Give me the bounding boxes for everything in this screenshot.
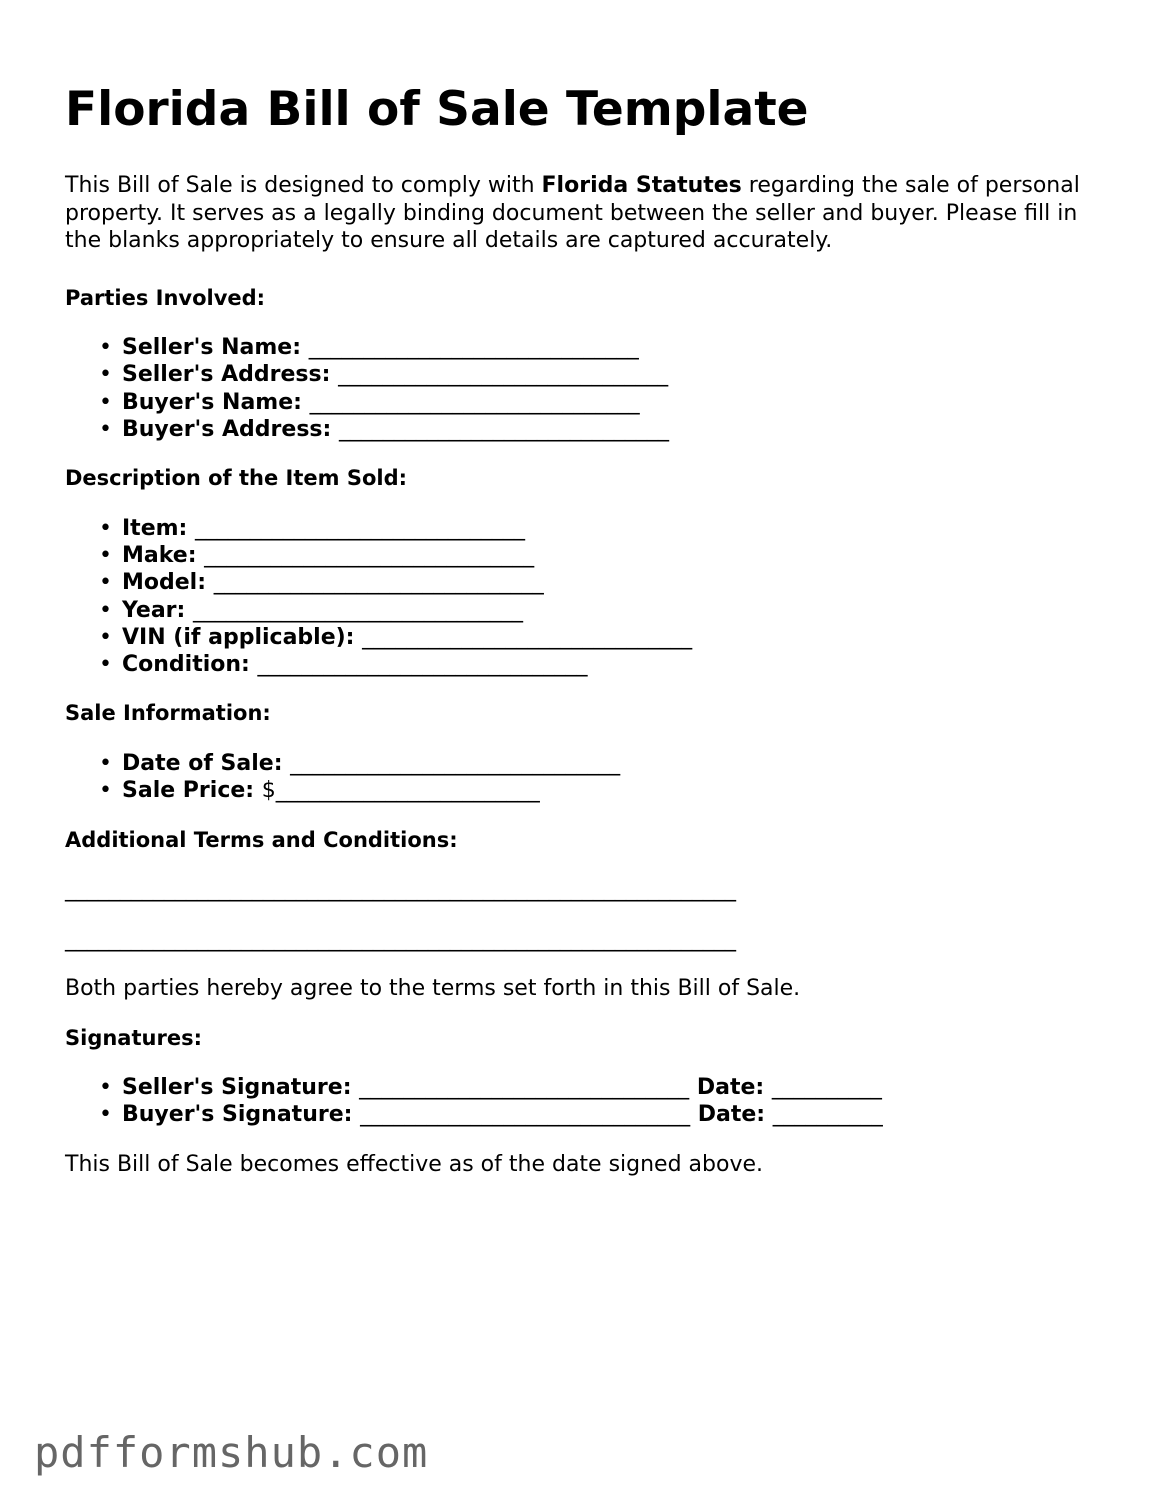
field-label: Buyer's Address: — [122, 416, 332, 442]
intro-paragraph — [65, 172, 1105, 255]
agreement-text: Both parties hereby agree to the terms set forth in this Bill of Sale. — [65, 976, 801, 1002]
sale-list — [65, 750, 1105, 805]
date-of-sale-blank[interactable]: ______________________________ — [290, 750, 621, 776]
list-item — [122, 515, 1105, 542]
item-blank[interactable]: ______________________________ — [195, 515, 526, 541]
field-label: Condition: — [122, 652, 250, 678]
terms-heading: Additional Terms and Conditions: — [65, 827, 458, 852]
list-item — [122, 1074, 1105, 1101]
seller-signature-blank[interactable]: ______________________________ — [359, 1075, 690, 1101]
seller-address-blank[interactable]: ______________________________ — [338, 362, 669, 388]
buyer-date-blank[interactable]: __________ — [772, 1102, 883, 1128]
watermark-text: pdfformshub.com — [34, 1428, 429, 1477]
vin-blank[interactable]: ______________________________ — [362, 624, 693, 650]
sale-price-blank[interactable]: $________________________ — [261, 778, 540, 804]
field-label: Year: — [122, 597, 186, 623]
terms-line-1[interactable]: _____________________________________________________________ — [65, 877, 736, 903]
list-item — [122, 389, 1105, 416]
sale-information-heading: Sale Information: — [65, 701, 271, 726]
list-item — [122, 361, 1105, 388]
seller-date-blank[interactable]: __________ — [771, 1075, 882, 1101]
signatures-heading: Signatures: — [65, 1025, 202, 1050]
intro-statutes-bold: Florida Statutes — [541, 173, 742, 198]
list-item — [122, 651, 1105, 678]
intro-text-before: This Bill of Sale is designed to comply with — [65, 173, 542, 198]
intro-text-after: regarding the sale of personal property. It serves as a legally binding document between the seller and buyer. Please fill in the blanks appropriately to ensure all details are captured accurately. — [65, 173, 1080, 253]
list-item — [122, 750, 1105, 777]
field-label: Seller's Signature: — [122, 1075, 352, 1101]
terms-line-2[interactable]: _____________________________________________________________ — [65, 926, 736, 952]
buyer-address-blank[interactable]: ______________________________ — [338, 416, 669, 442]
field-label: Seller's Address: — [122, 362, 331, 388]
year-blank[interactable]: ______________________________ — [193, 597, 523, 623]
field-label: Make: — [122, 542, 197, 568]
field-label: Buyer's Name: — [122, 389, 302, 415]
buyer-name-blank[interactable]: ______________________________ — [309, 389, 640, 415]
document-title: Florida Bill of Sale Template — [65, 82, 809, 137]
effective-text: This Bill of Sale becomes effective as of the date signed above. — [65, 1151, 764, 1177]
item-list — [65, 515, 1105, 679]
list-item — [122, 597, 1105, 624]
field-label: Model: — [122, 570, 207, 596]
field-label: Seller's Name: — [122, 335, 302, 360]
list-item — [122, 416, 1105, 443]
condition-blank[interactable]: ______________________________ — [257, 652, 588, 678]
date-label: Date: — [697, 1102, 766, 1128]
field-label: Item: — [122, 515, 188, 541]
list-item — [122, 569, 1105, 596]
seller-name-blank[interactable]: ______________________________ — [308, 335, 639, 360]
date-label: Date: — [696, 1075, 765, 1101]
list-item — [122, 624, 1105, 651]
make-blank[interactable]: ______________________________ — [204, 542, 535, 568]
signatures-list — [65, 1074, 1105, 1129]
field-label: Buyer's Signature: — [122, 1102, 353, 1128]
model-blank[interactable]: ______________________________ — [213, 570, 544, 596]
parties-heading: Parties Involved: — [65, 285, 266, 310]
document-page — [65, 78, 1105, 1178]
field-label: Sale Price: — [122, 778, 255, 804]
field-label: VIN (if applicable): — [122, 624, 355, 650]
list-item — [122, 1101, 1105, 1128]
list-item — [122, 334, 1105, 361]
list-item — [122, 777, 1105, 804]
item-description-heading: Description of the Item Sold: — [65, 466, 408, 491]
parties-list — [65, 334, 1105, 443]
terms-lines — [65, 876, 1105, 953]
buyer-signature-blank[interactable]: ______________________________ — [360, 1102, 691, 1128]
list-item — [122, 542, 1105, 569]
field-label: Date of Sale: — [122, 750, 283, 776]
